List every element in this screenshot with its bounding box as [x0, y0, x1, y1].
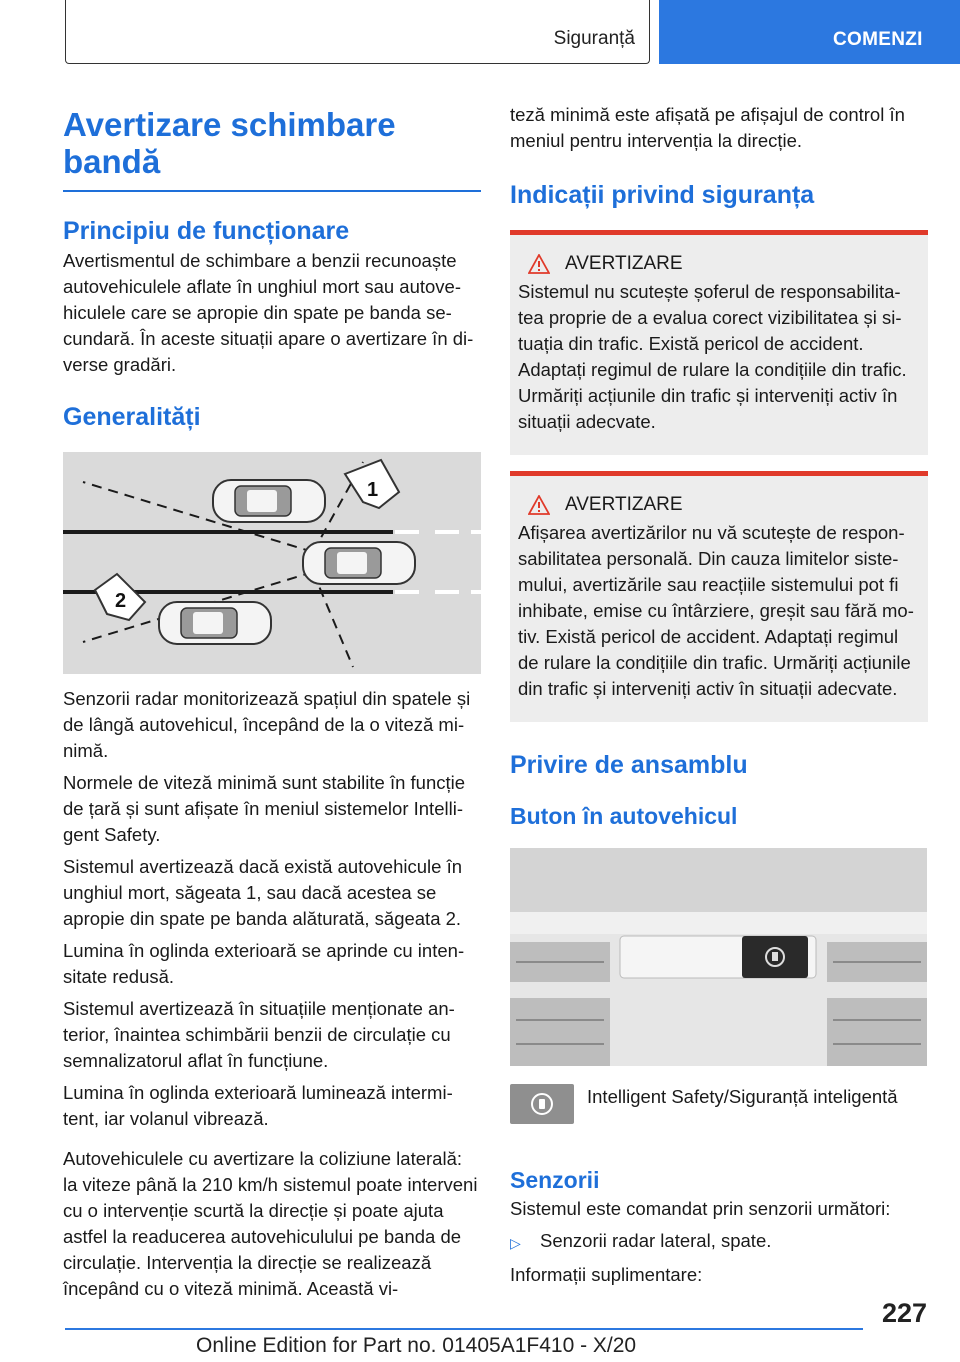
- arrow-2-label: 2: [115, 589, 127, 612]
- car-ego: [303, 542, 415, 584]
- car-bottom: [159, 602, 271, 644]
- dashboard-photo-svg: [510, 848, 927, 1066]
- warning-box-2: [510, 471, 928, 722]
- warning-label: AVERTIZARE: [565, 494, 683, 515]
- footer-edition: Online Edition for Part no. 01405A1F410 - X/20: [196, 1334, 637, 1357]
- button-caption-row: [510, 1084, 928, 1124]
- left-column: [63, 100, 481, 1302]
- page-number: 227: [882, 1298, 928, 1328]
- title-rule: [63, 190, 481, 192]
- warning-label: AVERTIZARE: [565, 253, 683, 274]
- button-heading: Buton în autovehicul: [510, 803, 738, 829]
- footer-rule: [65, 1328, 863, 1330]
- bullet-triangle-icon: ▷: [510, 1235, 521, 1251]
- warning-text: Sistemul nu scutește șoferul de responsabilitatea proprie de a evalua corect vizibilitatea și situația din trafic. Există pericol de accident. Adaptați regimul de rulare la condițiile din trafic. Urmăriți acțiunile din trafic și interveniți activ în situații adecvate.: [518, 281, 907, 432]
- right-column: [510, 100, 928, 1288]
- body-paragraph: Sistemul avertizează în situațiile menționate anterior, înaintea schimbării benzii de circulație cu semnalizatorul aflat în funcțiune.: [63, 997, 455, 1071]
- header-section-box: [65, 0, 650, 64]
- button-photo: [510, 848, 927, 1066]
- body-paragraph: Lumina în oglinda exterioară luminează intermitent, iar volanul vibrează.: [63, 1081, 453, 1129]
- button-caption: Intelligent Safety/Siguranță inteligentă: [587, 1086, 898, 1107]
- warning-triangle-icon: [528, 254, 550, 274]
- body-paragraph: Lumina în oglinda exterioară se aprinde cu intensitate redusă.: [63, 939, 465, 987]
- warning-box-1: [510, 230, 928, 455]
- chapter-tab-label: COMENZI: [833, 29, 923, 50]
- chapter-tab[interactable]: [659, 0, 960, 64]
- sensors-heading: Senzorii: [510, 1167, 600, 1193]
- general-heading: Generalități: [63, 402, 201, 431]
- warning-text: Afișarea avertizărilor nu vă scutește de responsabilitatea personală. Din cauza limitelor sistemului, avertizările sau reacțiile sistemului pot fi inhibate, emise cu întârziere, greșit sau fără motiv. Există pericol de accident. Adaptați regimul de rulare la condițiile din trafic. Urmăriți acțiunile din trafic și interveniți activ în situații adecvate.: [518, 522, 914, 699]
- continued-paragraph: teză minimă este afișată pe afișajul de control în meniul pentru intervenția la direcție.: [510, 104, 905, 151]
- intelligent-safety-button-icon: [510, 1084, 574, 1124]
- car-top: [213, 480, 325, 522]
- body-paragraph: Sistemul avertizează dacă există autovehicule în unghiul mort, săgeata 1, sau dacă acestea se apropie din spate pe banda alăturată, săgeata 2.: [63, 855, 462, 929]
- principle-text: Avertismentul de schimbare a benzii recunoaște autovehiculele aflate în unghiul mort sau autovehiculele care se apropie din spate pe banda secundară. În aceste situații apare o avertizare în diverse gradări.: [63, 249, 474, 375]
- safety-heading: Indicații privind siguranța: [510, 181, 815, 209]
- warning-triangle-icon: [528, 495, 550, 515]
- sensor-list-item: [510, 1228, 928, 1256]
- page-title: Avertizare schimbare bandă: [63, 106, 396, 180]
- lane-diagram-svg: [63, 452, 481, 674]
- sensor-list-text: Senzorii radar lateral, spate.: [540, 1230, 772, 1251]
- arrow-1-label: 1: [367, 478, 379, 501]
- body-paragraph: Senzorii radar monitorizează spațiul din spatele și de lângă autovehicul, începând de la o viteză minimă.: [63, 687, 471, 761]
- collision-paragraph: Autovehiculele cu avertizare la coliziune laterală: la viteze până la 210 km/h sistemul poate interveni cu o intervenție scurtă la direcție și poate ajuta astfel la readucerea autovehiculului pe banda de circulație. Intervenția la direcție se realizează începând cu o viteză minimă. Această vi-: [63, 1147, 478, 1299]
- lane-change-illustration: [63, 452, 481, 674]
- section-title: Siguranță: [553, 28, 635, 49]
- body-paragraph: Normele de viteză minimă sunt stabilite în funcție de țară și sunt afișate în meniul sistemelor Intelligent Safety.: [63, 771, 466, 845]
- sensors-text: Sistemul este comandat prin senzorii următori:: [510, 1198, 891, 1219]
- more-info-text: Informații suplimentare:: [510, 1264, 703, 1285]
- overview-heading: Privire de ansamblu: [510, 751, 748, 779]
- principle-heading: Principiu de funcționare: [63, 216, 350, 245]
